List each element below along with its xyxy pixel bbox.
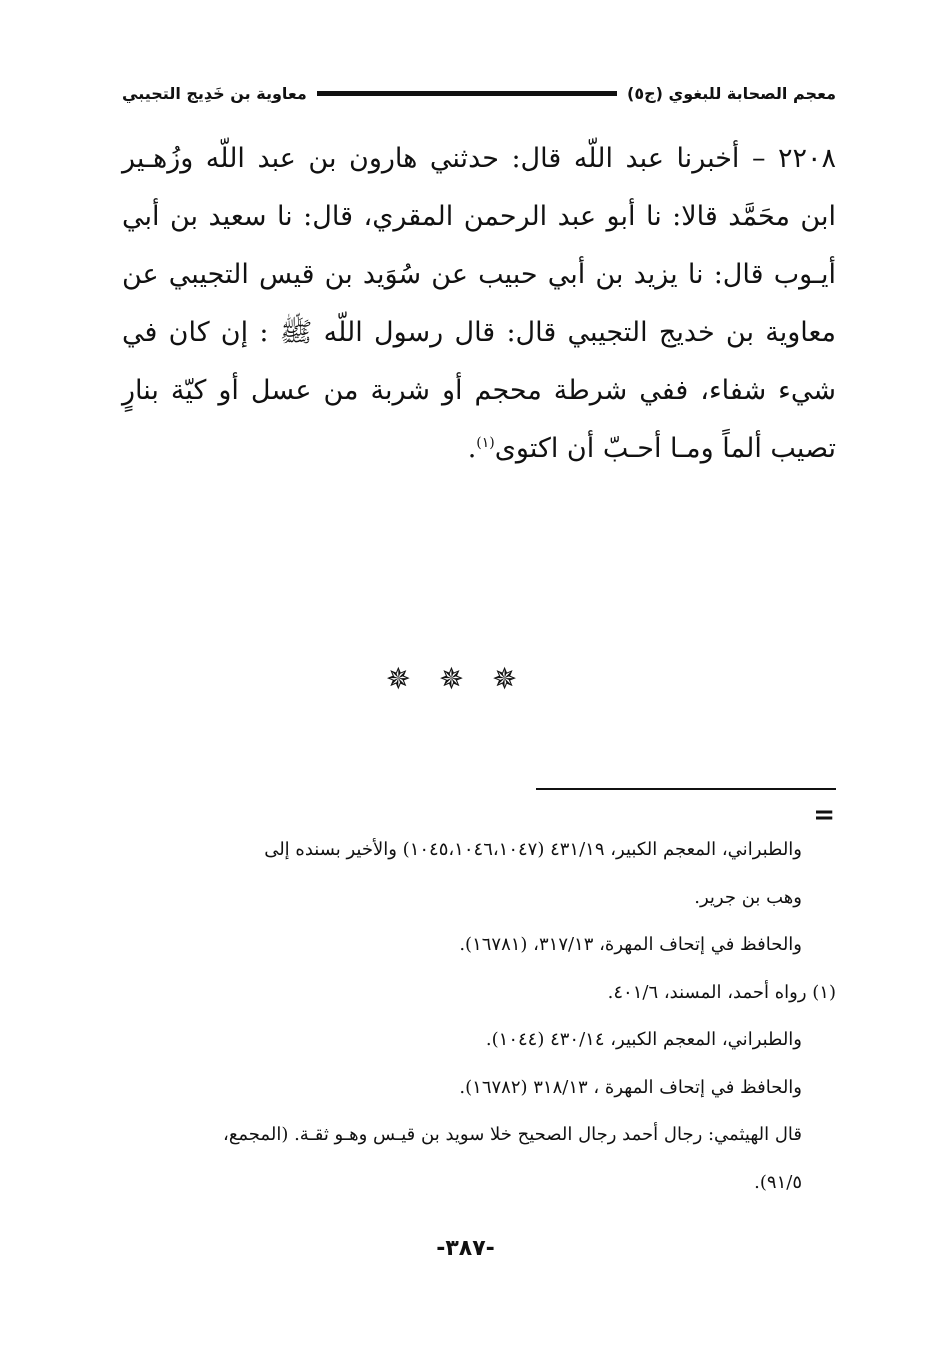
- hadith-end: .: [467, 433, 477, 464]
- section-separator: ✵✵✵: [385, 662, 546, 697]
- footnote-line: والطبراني، المعجم الكبير، ٤٣١/١٩ (١٠٤٥،١٠٤٦،١٠٤٧) والأخير بسنده إلى: [264, 839, 802, 860]
- page-number: -٣٨٧-: [436, 1236, 495, 1261]
- book-title: معجم الصحابة للبغوي (ج٥): [627, 83, 836, 103]
- footnote-reference: (١): [476, 435, 495, 451]
- footnote-line: والطبراني، المعجم الكبير، ٤٣٠/١٤ (١٠٤٤).: [485, 1029, 802, 1050]
- footnote-line: ٩١/٥).: [754, 1171, 802, 1193]
- footnote-rule: [536, 788, 836, 790]
- header-rule: [317, 91, 617, 96]
- footnote-line: وهب بن جرير.: [694, 886, 802, 908]
- hadith-text: [122, 130, 836, 478]
- footnote-line: قال الهيثمي: رجال أحمد رجال الصحيح خلا سويد بن قيـس وهـو ثقـة. (المجمع،: [223, 1124, 802, 1145]
- running-header: [122, 78, 836, 108]
- footnotes: [122, 826, 836, 1206]
- hadith-body: ٢٢٠٨ – أخبرنا عبد اللّه قال: حدثني هارون بن عبد اللّه وزُهـير ابن محَمَّد قالا: نا أبو عبد الرحمن المقري، قال: نا سعيد بن أبي أيـوب قال: نا يزيد بن أبي حبيب عن سُوَيد بن قيس التجيبي عن معاوية بن خديج التجيبي قال: قال رسول اللّه ﷺ : إن كان في شيء شفاء، ففي شرطة محجم أو شربة من عسل أو كيّة بنارٍ تصيب ألماً ومـا أحـبّ أن اكتوى: [122, 143, 836, 464]
- footnote-line: (١) رواه أحمد، المسند، ٤٠١/٦.: [607, 981, 836, 1003]
- continuation-mark: =: [813, 800, 835, 830]
- chapter-title: معاوية بن خَدِيج التجيبي: [122, 83, 307, 103]
- footnote-line: والحافظ في إتحاف المهرة ، ٣١٨/١٣ (١٦٧٨٢).: [459, 1076, 802, 1098]
- footnote-line: والحافظ في إتحاف المهرة، ٣١٧/١٣، (١٦٧٨١).: [459, 934, 802, 955]
